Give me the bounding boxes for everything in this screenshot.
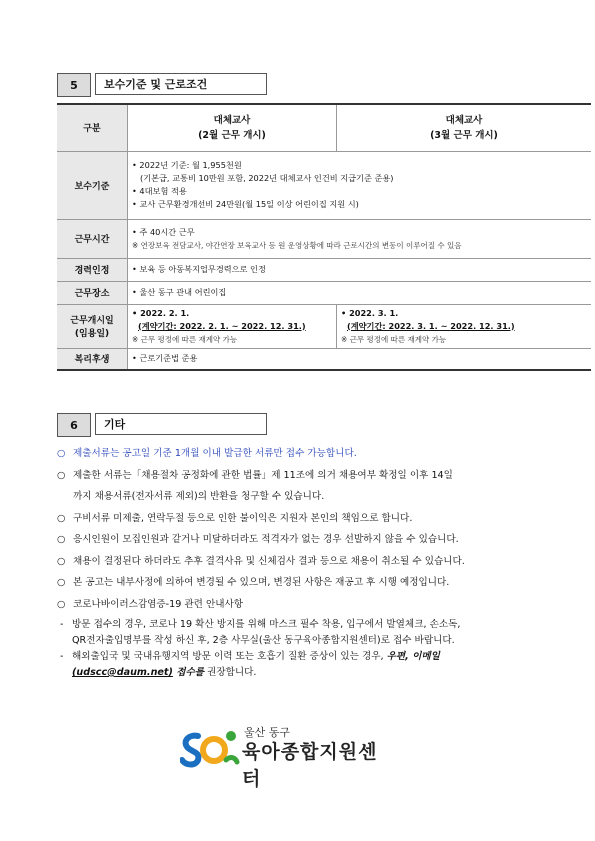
start-mar-date: • 2022. 3. 1. — [341, 307, 399, 318]
contact-email[interactable]: (udscc@daum.net) — [72, 667, 173, 678]
covid-note-visit-text — [72, 617, 460, 649]
place-cell: • 울산 동구 관내 어린이집 — [128, 281, 592, 304]
section-title: 보수기준 및 근로조건 — [95, 73, 267, 95]
start-feb-contract: (계약기간: 2022. 2. 1. ~ 2022. 12. 31.) — [138, 320, 306, 331]
list-item-text: 응시인원이 모집인원과 같거나 미달하더라도 적격자가 없는 경우 선발하지 않을 수 있습니다. — [73, 534, 459, 545]
list-item-continuation: 까지 채용서류(전자서류 제외)의 반환을 청구할 수 있습니다. — [73, 491, 325, 502]
start-label-line1: 근무개시일 — [70, 316, 114, 326]
career-cell: • 보육 등 아동복지업무경력으로 인정 — [128, 258, 592, 281]
row-label-hours: 근무시간 — [57, 219, 128, 258]
pay-line: • 교사 근무환경개선비 24만원(월 15일 이상 어린이집 지원 시) — [132, 199, 359, 209]
section-number: 5 — [57, 73, 91, 97]
circle-bullet: ○ — [57, 555, 66, 567]
logo-title: 육아종합지원센터 — [242, 741, 378, 790]
start-feb-note: ※ 근무 평정에 따른 재계약 가능 — [132, 334, 238, 344]
circle-bullet: ○ — [57, 598, 66, 610]
dash-bullet: - — [60, 619, 64, 630]
conditions-table — [57, 103, 591, 371]
list-item-text: 구비서류 미제출, 연락두절 등으로 인한 불이익은 지원자 본인의 책임으로 합니다. — [73, 512, 413, 524]
section-5-heading — [57, 73, 267, 97]
dash-bullet: - — [60, 651, 64, 662]
header-col-mar-title: 대체교사 — [445, 114, 483, 126]
covid-note-line — [72, 665, 440, 681]
covid-emphasis: 우편, 이메일 — [386, 651, 440, 662]
circle-bullet: ○ — [57, 577, 66, 588]
list-item-text: 제출서류는 공고일 기준 1개월 이내 발급한 서류만 접수 가능합니다. — [73, 448, 357, 459]
header-col-feb-sub: (2월 근무 개시) — [198, 129, 266, 141]
list-item — [57, 465, 577, 487]
notice-list — [57, 443, 577, 681]
list-item-text: 코로나바이러스감염증-19 관련 안내사항 — [73, 598, 244, 610]
logo-subtitle: 울산 동구 — [244, 726, 291, 739]
circle-bullet: ○ — [57, 512, 66, 524]
covid-note-visit — [57, 617, 577, 649]
list-item — [57, 572, 577, 594]
covid-note-travel — [57, 649, 577, 681]
row-label-welfare: 복리후생 — [57, 348, 128, 370]
covid-note-text: 해외출입국 및 국내유행지역 방문 이력 또는 호흡기 질환 증상이 있는 경우, — [72, 651, 387, 662]
pay-line: • 2022년 기준: 월 1,955천원 — [132, 160, 242, 170]
welfare-cell: • 근로기준법 준용 — [128, 348, 592, 370]
pay-cell — [128, 151, 592, 219]
covid-emphasis: 접수를 — [172, 667, 205, 678]
start-mar-contract: (계약기간: 2022. 3. 1. ~ 2022. 12. 31.) — [347, 320, 515, 331]
row-label-place: 근무장소 — [57, 281, 128, 304]
covid-note-line: 방문 접수의 경우, 코로나 19 확산 방지를 위해 마스크 필수 착용, 입구에서 발열체크, 손소독, — [72, 619, 461, 630]
header-col-feb — [128, 104, 337, 151]
covid-note-text: 권장합니다. — [204, 667, 257, 678]
list-item-text: 채용이 결정된다 하더라도 추후 결격사유 및 신체검사 결과 등으로 채용이 취소될 수 있습니다. — [73, 555, 465, 567]
header-label: 구분 — [57, 104, 128, 151]
header-col-mar — [337, 104, 592, 151]
list-item — [57, 551, 577, 573]
start-mar-note: ※ 근무 평정에 따른 재계약 가능 — [341, 334, 447, 344]
pay-line: • 4대보험 적용 — [132, 186, 187, 196]
pay-line: (기본급, 교통비 10만원 포함, 2022년 대체교사 인건비 지급기준 준용) — [140, 173, 394, 183]
section-number: 6 — [57, 413, 91, 437]
list-item-text: 본 공고는 내부사정에 의하여 변경될 수 있으며, 변경된 사항은 재공고 후 시행 예정입니다. — [73, 577, 450, 588]
list-item — [57, 443, 577, 465]
list-item — [57, 594, 577, 616]
row-label-pay: 보수기준 — [57, 151, 128, 219]
header-col-mar-sub: (3월 근무 개시) — [430, 129, 498, 141]
logo-emblem-icon — [180, 726, 240, 770]
list-item-text: 제출한 서류는「채용절차 공정화에 관한 법률」제 11조에 의거 채용여부 확정일 이후 14일 — [73, 469, 453, 481]
hours-cell — [128, 219, 592, 258]
hours-line: • 주 40시간 근무 — [132, 226, 195, 237]
row-label-career: 경력인정 — [57, 258, 128, 281]
covid-note-travel-text — [72, 649, 440, 681]
row-label-start — [57, 304, 128, 348]
covid-note-line: QR전자출입명부를 작성 하신 후, 2층 사무실(울산 동구육아종합지원센터)로 접수 바랍니다. — [72, 635, 455, 646]
list-item — [57, 529, 577, 551]
list-item — [57, 508, 577, 530]
section-title: 기타 — [95, 413, 267, 435]
section-6-heading — [57, 413, 267, 437]
covid-note-line — [72, 649, 440, 665]
start-mar-cell — [337, 304, 592, 348]
circle-bullet: ○ — [57, 534, 66, 545]
circle-bullet: ○ — [57, 448, 66, 459]
center-logo — [180, 724, 395, 790]
start-feb-date: • 2022. 2. 1. — [132, 307, 190, 318]
header-col-feb-title: 대체교사 — [213, 114, 251, 126]
start-feb-cell — [128, 304, 337, 348]
start-label-line2: (임용일) — [74, 329, 110, 339]
circle-bullet: ○ — [57, 469, 66, 481]
hours-note: ※ 연장보육 전담교사, 야간연장 보육교사 등 원 운영상황에 따라 근로시간의 변동이 이루어질 수 있음 — [132, 240, 462, 250]
